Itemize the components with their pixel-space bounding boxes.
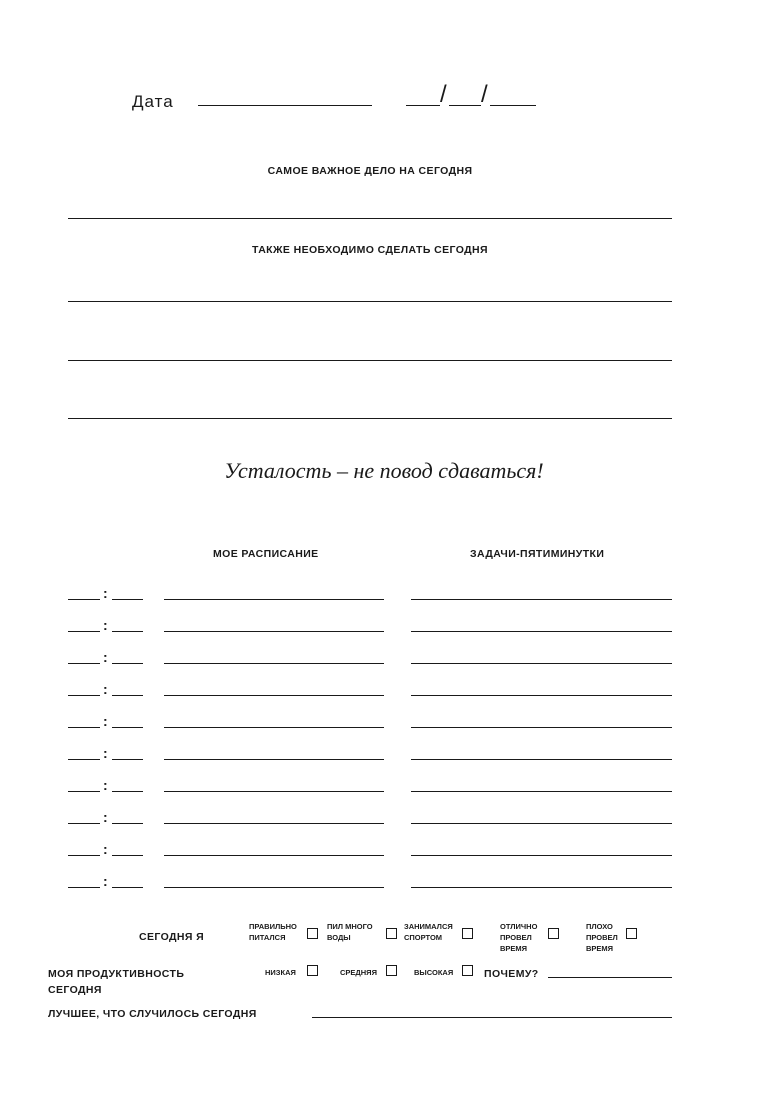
schedule-hour-field[interactable] bbox=[68, 855, 100, 856]
schedule-entry-line[interactable] bbox=[164, 759, 384, 760]
priority-title: САМОЕ ВАЖНОЕ ДЕЛО НА СЕГОДНЯ bbox=[267, 165, 473, 177]
schedule-minute-field[interactable] bbox=[112, 823, 143, 824]
productivity-low-label: НИЗКАЯ bbox=[265, 968, 296, 977]
schedule-time-colon: : bbox=[103, 585, 108, 601]
schedule-hour-field[interactable] bbox=[68, 695, 100, 696]
today-option-checkbox[interactable] bbox=[548, 928, 559, 939]
also-line-3[interactable] bbox=[68, 418, 672, 419]
today-option-label: ПИЛ МНОГО bbox=[327, 922, 373, 931]
today-option-label: СПОРТОМ bbox=[404, 933, 443, 942]
schedule-entry-line[interactable] bbox=[164, 791, 384, 792]
schedule-hour-field[interactable] bbox=[68, 631, 100, 632]
today-option-label: ПРОВЕЛ bbox=[586, 933, 618, 942]
schedule-title: МОЕ РАСПИСАНИЕ bbox=[213, 548, 319, 560]
schedule-minute-field[interactable] bbox=[112, 759, 143, 760]
schedule-minute-field[interactable] bbox=[112, 887, 143, 888]
schedule-time-colon: : bbox=[103, 713, 108, 729]
today-option-label: ПРОВЕЛ bbox=[500, 933, 532, 942]
productivity-medium-checkbox[interactable] bbox=[386, 965, 397, 976]
schedule-entry-line[interactable] bbox=[164, 663, 384, 664]
schedule-hour-field[interactable] bbox=[68, 663, 100, 664]
date-year-field[interactable] bbox=[490, 105, 536, 106]
productivity-low-checkbox[interactable] bbox=[307, 965, 318, 976]
task-entry-line[interactable] bbox=[411, 855, 672, 856]
schedule-time-colon: : bbox=[103, 649, 108, 665]
also-line-2[interactable] bbox=[68, 360, 672, 361]
also-title: ТАКЖЕ НЕОБХОДИМО СДЕЛАТЬ СЕГОДНЯ bbox=[252, 244, 488, 256]
today-option-checkbox[interactable] bbox=[386, 928, 397, 939]
today-option-label: ОТЛИЧНО bbox=[500, 922, 538, 931]
best-label: ЛУЧШЕЕ, ЧТО СЛУЧИЛОСЬ СЕГОДНЯ bbox=[48, 1008, 257, 1020]
schedule-entry-line[interactable] bbox=[164, 727, 384, 728]
productivity-medium-label: СРЕДНЯЯ bbox=[340, 968, 377, 977]
schedule-hour-field[interactable] bbox=[68, 599, 100, 600]
schedule-hour-field[interactable] bbox=[68, 791, 100, 792]
today-option-label: ЗАНИМАЛСЯ bbox=[404, 922, 453, 931]
schedule-time-colon: : bbox=[103, 809, 108, 825]
task-entry-line[interactable] bbox=[411, 663, 672, 664]
productivity-label-line2: СЕГОДНЯ bbox=[48, 984, 102, 996]
today-option-label: ВРЕМЯ bbox=[500, 944, 528, 953]
schedule-hour-field[interactable] bbox=[68, 887, 100, 888]
productivity-label-line1: МОЯ ПРОДУКТИВНОСТЬ bbox=[48, 968, 185, 980]
why-label: ПОЧЕМУ? bbox=[484, 968, 539, 980]
schedule-minute-field[interactable] bbox=[112, 791, 143, 792]
schedule-hour-field[interactable] bbox=[68, 727, 100, 728]
schedule-time-colon: : bbox=[103, 745, 108, 761]
task-entry-line[interactable] bbox=[411, 695, 672, 696]
date-separator-1: / bbox=[440, 81, 447, 108]
task-entry-line[interactable] bbox=[411, 727, 672, 728]
schedule-minute-field[interactable] bbox=[112, 727, 143, 728]
today-option-checkbox[interactable] bbox=[626, 928, 637, 939]
tasks-title: ЗАДАЧИ-ПЯТИМИНУТКИ bbox=[470, 548, 605, 560]
schedule-time-colon: : bbox=[103, 617, 108, 633]
task-entry-line[interactable] bbox=[411, 791, 672, 792]
priority-line[interactable] bbox=[68, 218, 672, 219]
date-label: Дата bbox=[132, 92, 174, 111]
today-option-label: ПРАВИЛЬНО bbox=[249, 922, 297, 931]
schedule-entry-line[interactable] bbox=[164, 695, 384, 696]
schedule-entry-line[interactable] bbox=[164, 631, 384, 632]
date-field[interactable] bbox=[198, 105, 372, 106]
schedule-entry-line[interactable] bbox=[164, 599, 384, 600]
schedule-time-colon: : bbox=[103, 777, 108, 793]
today-option-label: ПИТАЛСЯ bbox=[249, 933, 286, 942]
schedule-entry-line[interactable] bbox=[164, 823, 384, 824]
today-label: СЕГОДНЯ Я bbox=[139, 931, 205, 943]
date-month-field[interactable] bbox=[449, 105, 481, 106]
task-entry-line[interactable] bbox=[411, 599, 672, 600]
date-day-field[interactable] bbox=[406, 105, 440, 106]
productivity-high-label: ВЫСОКАЯ bbox=[414, 968, 454, 977]
schedule-minute-field[interactable] bbox=[112, 855, 143, 856]
schedule-time-colon: : bbox=[103, 681, 108, 697]
schedule-time-colon: : bbox=[103, 873, 108, 889]
today-option-label: ВРЕМЯ bbox=[586, 944, 614, 953]
task-entry-line[interactable] bbox=[411, 887, 672, 888]
schedule-hour-field[interactable] bbox=[68, 759, 100, 760]
schedule-entry-line[interactable] bbox=[164, 855, 384, 856]
schedule-minute-field[interactable] bbox=[112, 695, 143, 696]
schedule-minute-field[interactable] bbox=[112, 631, 143, 632]
schedule-time-colon: : bbox=[103, 841, 108, 857]
today-option-label: ПЛОХО bbox=[586, 922, 613, 931]
why-field[interactable] bbox=[548, 977, 672, 978]
task-entry-line[interactable] bbox=[411, 759, 672, 760]
schedule-entry-line[interactable] bbox=[164, 887, 384, 888]
motto: Усталость – не повод сдаваться! bbox=[224, 458, 544, 483]
today-option-checkbox[interactable] bbox=[307, 928, 318, 939]
best-field[interactable] bbox=[312, 1017, 672, 1018]
today-option-label: ВОДЫ bbox=[327, 933, 351, 942]
also-line-1[interactable] bbox=[68, 301, 672, 302]
schedule-hour-field[interactable] bbox=[68, 823, 100, 824]
date-separator-2: / bbox=[481, 81, 488, 108]
task-entry-line[interactable] bbox=[411, 631, 672, 632]
task-entry-line[interactable] bbox=[411, 823, 672, 824]
productivity-high-checkbox[interactable] bbox=[462, 965, 473, 976]
schedule-minute-field[interactable] bbox=[112, 599, 143, 600]
schedule-minute-field[interactable] bbox=[112, 663, 143, 664]
today-option-checkbox[interactable] bbox=[462, 928, 473, 939]
